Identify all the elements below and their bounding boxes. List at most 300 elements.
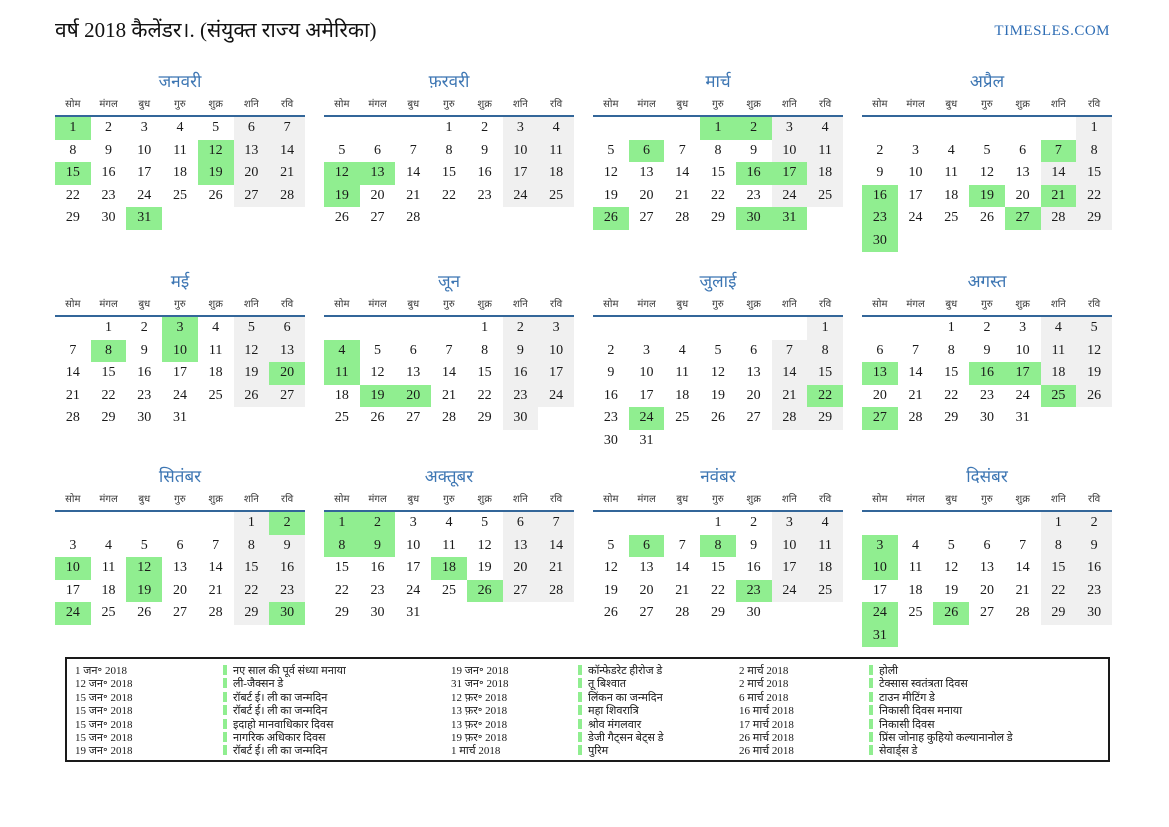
day-cell: 3 (772, 511, 808, 535)
weekday-header: रवि (538, 96, 574, 116)
day-cell: 7 (1019, 537, 1027, 553)
day-cell: 14 (441, 365, 456, 381)
day-cell: 16 (137, 365, 152, 381)
legend-holiday-name: प्रिंस जोनाह कुहियो कल्यानानोल डे (879, 731, 1013, 744)
legend-holiday-name: रॉबर्ट ई। ली का जन्मदिन (233, 705, 328, 718)
day-cell: 21 (538, 557, 574, 580)
day-cell: 20 (503, 557, 539, 580)
day-cell: 14 (1015, 560, 1030, 576)
day-cell: 30 (979, 410, 994, 426)
empty-cell (395, 116, 431, 140)
weekday-header: शनि (772, 296, 808, 316)
weekday-header: गुरु (162, 296, 198, 316)
weekday-header: रवि (538, 491, 574, 511)
month-title: अप्रैल (969, 72, 1005, 91)
day-cell: 24 (772, 580, 808, 603)
weekday-header: शनि (503, 491, 539, 511)
month-grid (593, 96, 843, 230)
day-cell: 1 (234, 511, 270, 535)
day-cell: 1 (324, 511, 360, 535)
day-cell: 5 (374, 342, 382, 358)
legend-dates-column-1 (75, 665, 132, 759)
weekday-header: शुक्र (467, 96, 503, 116)
empty-cell (538, 602, 574, 625)
empty-cell (898, 116, 934, 140)
empty-cell (234, 207, 270, 230)
day-cell: 28 (772, 407, 808, 430)
day-cell: 12 (1076, 340, 1112, 363)
day-cell: 12 (603, 560, 618, 576)
month-grid (862, 296, 1112, 430)
legend-date: 19 जन॰ 2018 (451, 665, 509, 677)
legend-item (869, 705, 1013, 718)
legend-date: 1 जन॰ 2018 (75, 665, 127, 677)
legend-item (223, 705, 346, 718)
day-cell: 10 (137, 142, 152, 158)
day-cell: 3 (503, 116, 539, 140)
day-cell: 4 (324, 340, 360, 363)
months-grid (55, 70, 1112, 665)
day-cell: 16 (603, 387, 618, 403)
empty-cell (360, 316, 396, 340)
day-cell: 8 (324, 535, 360, 558)
legend-item (578, 745, 664, 758)
day-cell: 1 (714, 515, 722, 531)
month-grid (862, 491, 1112, 647)
day-cell: 31 (1015, 410, 1030, 426)
legend-names-column-3 (869, 665, 1013, 759)
month-4 (862, 70, 1112, 270)
empty-cell (503, 207, 539, 230)
day-cell: 20 (395, 385, 431, 408)
day-cell: 20 (639, 187, 654, 203)
legend-names-column-2 (578, 665, 664, 759)
day-cell: 11 (173, 142, 187, 158)
legend-holiday-name: ली-जैक्सन डे (233, 678, 284, 691)
legend-holiday-name: तू बिश्वात (588, 678, 627, 691)
day-cell: 22 (334, 582, 349, 598)
day-cell: 9 (750, 537, 758, 553)
weekday-header: मंगल (898, 96, 934, 116)
day-cell: 9 (360, 535, 396, 558)
day-cell: 11 (538, 140, 574, 163)
legend-holiday-name: रॉबर्ट ई। ली का जन्मदिन (233, 745, 328, 758)
empty-cell (898, 316, 934, 340)
weekday-header: रवि (269, 96, 305, 116)
timesles-logo[interactable]: TIMESLES.COM (994, 23, 1110, 39)
empty-cell (162, 207, 198, 230)
day-cell: 4 (947, 142, 955, 158)
legend-item (869, 719, 1013, 732)
weekday-header: गुरु (162, 491, 198, 511)
weekday-header: गुरु (700, 296, 736, 316)
empty-cell (55, 316, 91, 340)
weekday-header: रवि (807, 491, 843, 511)
empty-cell (807, 602, 843, 625)
day-cell: 19 (603, 187, 618, 203)
empty-cell (862, 511, 898, 535)
weekday-header: शुक्र (467, 491, 503, 511)
day-cell: 18 (334, 387, 349, 403)
month-title: जनवरी (158, 72, 202, 91)
weekday-header: मंगल (629, 491, 665, 511)
day-cell: 17 (908, 187, 923, 203)
day-cell: 14 (538, 535, 574, 558)
holiday-marker-icon (223, 678, 227, 688)
weekday-header: रवि (269, 491, 305, 511)
weekday-header: शनि (234, 491, 270, 511)
day-cell: 13 (234, 140, 270, 163)
day-cell: 15 (101, 365, 116, 381)
day-cell: 7 (678, 537, 686, 553)
holiday-marker-icon (223, 705, 227, 715)
holiday-marker-icon (869, 692, 873, 702)
day-cell: 17 (639, 387, 654, 403)
weekday-header: सोम (324, 96, 360, 116)
holiday-legend (65, 657, 1110, 762)
weekday-header: सोम (324, 491, 360, 511)
day-cell: 21 (208, 582, 223, 598)
day-cell: 31 (862, 625, 898, 648)
day-cell: 22 (234, 580, 270, 603)
day-cell: 17 (406, 560, 421, 576)
day-cell: 25 (675, 410, 690, 426)
day-cell: 27 (406, 410, 421, 426)
day-cell: 18 (807, 162, 843, 185)
day-cell: 17 (872, 582, 887, 598)
day-cell: 24 (772, 185, 808, 208)
weekday-header: बुध (126, 296, 162, 316)
day-cell: 25 (807, 185, 843, 208)
day-cell: 21 (65, 387, 80, 403)
weekday-header: मंगल (360, 491, 396, 511)
month-11 (593, 465, 843, 665)
day-cell: 2 (607, 342, 615, 358)
day-cell: 26 (603, 605, 618, 621)
weekday-header: शनि (772, 96, 808, 116)
empty-cell (629, 116, 665, 140)
holiday-marker-icon (578, 732, 582, 742)
day-cell: 21 (269, 162, 305, 185)
day-cell: 9 (607, 365, 615, 381)
legend-date: 15 जन॰ 2018 (75, 705, 133, 718)
day-cell: 27 (269, 385, 305, 408)
day-cell: 7 (445, 342, 453, 358)
day-cell: 25 (1041, 385, 1077, 408)
empty-cell (269, 407, 305, 430)
legend-date: 13 फ़र॰ 2018 (451, 705, 508, 718)
day-cell: 4 (445, 515, 453, 531)
legend-holiday-name: पुरिम (588, 745, 609, 758)
month-12 (862, 465, 1112, 665)
day-cell: 4 (678, 342, 686, 358)
day-cell: 18 (1041, 362, 1077, 385)
day-cell: 20 (979, 582, 994, 598)
legend-date: 1 मार्च 2018 (451, 745, 501, 758)
day-cell: 31 (406, 605, 421, 621)
day-cell: 2 (105, 120, 113, 136)
empty-cell (969, 230, 1005, 253)
legend-date: 2 मार्च 2018 (739, 665, 789, 677)
day-cell: 1 (105, 320, 113, 336)
weekday-header: गुरु (700, 96, 736, 116)
day-cell: 29 (234, 602, 270, 625)
day-cell: 9 (983, 342, 991, 358)
day-cell: 28 (908, 410, 923, 426)
empty-cell (467, 602, 503, 625)
empty-cell (162, 511, 198, 535)
day-cell: 13 (639, 165, 654, 181)
legend-item (869, 665, 1013, 678)
empty-cell (431, 602, 467, 625)
day-cell: 11 (101, 560, 116, 576)
day-cell: 24 (908, 210, 923, 226)
day-cell: 4 (176, 120, 184, 136)
empty-cell (395, 316, 431, 340)
month-title: फ़रवरी (428, 72, 470, 91)
day-cell: 15 (477, 365, 492, 381)
weekday-header: बुध (933, 491, 969, 511)
day-cell: 15 (55, 162, 91, 185)
legend-item (223, 719, 346, 732)
day-cell: 6 (983, 537, 991, 553)
day-cell: 6 (1019, 142, 1027, 158)
day-cell: 16 (269, 557, 305, 580)
day-cell: 14 (772, 362, 808, 385)
day-cell: 1 (445, 120, 453, 136)
day-cell: 20 (639, 582, 654, 598)
weekday-header: बुध (933, 96, 969, 116)
weekday-header: गुरु (700, 491, 736, 511)
day-cell: 20 (269, 362, 305, 385)
weekday-header: मंगल (898, 491, 934, 511)
legend-date: 19 जन॰ 2018 (75, 745, 133, 758)
day-cell: 9 (105, 142, 113, 158)
day-cell: 3 (409, 515, 417, 531)
day-cell: 21 (406, 187, 421, 203)
day-cell: 20 (172, 582, 187, 598)
day-cell: 25 (208, 387, 223, 403)
day-cell: 10 (639, 365, 654, 381)
day-cell: 6 (750, 342, 758, 358)
day-cell: 26 (467, 580, 503, 603)
day-cell: 20 (234, 162, 270, 185)
weekday-header: सोम (593, 96, 629, 116)
weekday-header: गुरु (162, 96, 198, 116)
legend-holiday-name: निकासी दिवस मनाया (879, 705, 963, 718)
day-cell: 17 (772, 162, 808, 185)
month-title: मार्च (705, 72, 731, 91)
day-cell: 5 (983, 142, 991, 158)
day-cell: 8 (481, 342, 489, 358)
day-cell: 24 (137, 187, 152, 203)
day-cell: 7 (1041, 140, 1077, 163)
day-cell: 13 (269, 340, 305, 363)
weekday-header: सोम (55, 491, 91, 511)
day-cell: 10 (162, 340, 198, 363)
weekday-header: बुध (395, 96, 431, 116)
empty-cell (933, 511, 969, 535)
empty-cell (664, 430, 700, 453)
day-cell: 27 (862, 407, 898, 430)
day-cell: 10 (406, 537, 421, 553)
legend-names-column-1 (223, 665, 346, 759)
weekday-header: शुक्र (1005, 96, 1041, 116)
day-cell: 30 (746, 605, 761, 621)
day-cell: 3 (140, 120, 148, 136)
weekday-header: शुक्र (1005, 491, 1041, 511)
day-cell: 10 (503, 140, 539, 163)
day-cell: 8 (947, 342, 955, 358)
day-cell: 10 (862, 557, 898, 580)
holiday-marker-icon (578, 692, 582, 702)
legend-item (223, 732, 346, 745)
day-cell: 22 (1076, 185, 1112, 208)
legend-item (578, 692, 664, 705)
holiday-marker-icon (869, 678, 873, 688)
weekday-header: बुध (395, 296, 431, 316)
day-cell: 4 (212, 320, 220, 336)
day-cell: 17 (137, 165, 152, 181)
empty-cell (324, 116, 360, 140)
day-cell: 15 (334, 560, 349, 576)
day-cell: 25 (101, 605, 116, 621)
day-cell: 2 (736, 116, 772, 140)
weekday-header: शुक्र (198, 96, 234, 116)
day-cell: 15 (710, 560, 725, 576)
day-cell: 23 (603, 410, 618, 426)
day-cell: 30 (1076, 602, 1112, 625)
day-cell: 28 (65, 410, 80, 426)
day-cell: 30 (137, 410, 152, 426)
weekday-header: सोम (862, 96, 898, 116)
day-cell: 29 (334, 605, 349, 621)
weekday-header: मंगल (629, 96, 665, 116)
weekday-header: मंगल (898, 296, 934, 316)
day-cell: 15 (710, 165, 725, 181)
month-grid (324, 491, 574, 625)
day-cell: 16 (736, 162, 772, 185)
holiday-marker-icon (578, 665, 582, 675)
day-cell: 12 (710, 365, 725, 381)
day-cell: 11 (1041, 340, 1077, 363)
day-cell: 28 (538, 580, 574, 603)
day-cell: 30 (736, 207, 772, 230)
month-grid (862, 96, 1112, 252)
weekday-header: मंगल (629, 296, 665, 316)
legend-item (578, 719, 664, 732)
weekday-header: शुक्र (736, 296, 772, 316)
day-cell: 26 (137, 605, 152, 621)
weekday-header: शुक्र (467, 296, 503, 316)
month-title: सितंबर (158, 467, 202, 486)
day-cell: 23 (370, 582, 385, 598)
day-cell: 9 (140, 342, 148, 358)
day-cell: 20 (746, 387, 761, 403)
day-cell: 22 (710, 187, 725, 203)
empty-cell (700, 430, 736, 453)
day-cell: 17 (503, 162, 539, 185)
holiday-marker-icon (869, 732, 873, 742)
day-cell: 12 (370, 365, 385, 381)
day-cell: 28 (675, 210, 690, 226)
weekday-header: शुक्र (198, 491, 234, 511)
holiday-marker-icon (223, 745, 227, 755)
day-cell: 16 (370, 560, 385, 576)
empty-cell (772, 316, 808, 340)
month-6 (324, 270, 574, 465)
empty-cell (1076, 230, 1112, 253)
day-cell: 16 (746, 560, 761, 576)
weekday-header: रवि (807, 296, 843, 316)
month-grid (324, 296, 574, 430)
weekday-header: बुध (126, 491, 162, 511)
day-cell: 25 (538, 185, 574, 208)
month-title: मई (170, 272, 190, 291)
day-cell: 3 (862, 535, 898, 558)
day-cell: 21 (441, 387, 456, 403)
month-3 (593, 70, 843, 270)
day-cell: 8 (234, 535, 270, 558)
day-cell: 26 (208, 187, 223, 203)
day-cell: 28 (675, 605, 690, 621)
day-cell: 24 (503, 185, 539, 208)
day-cell: 23 (269, 580, 305, 603)
day-cell: 30 (862, 230, 898, 253)
day-cell: 29 (1041, 602, 1077, 625)
legend-date: 15 जन॰ 2018 (75, 691, 133, 704)
legend-date: 12 फ़र॰ 2018 (451, 691, 508, 704)
month-title: दिसंबर (966, 467, 1008, 486)
weekday-header: मंगल (91, 296, 127, 316)
day-cell: 11 (324, 362, 360, 385)
day-cell: 28 (208, 605, 223, 621)
holiday-marker-icon (578, 678, 582, 688)
day-cell: 5 (947, 537, 955, 553)
day-cell: 19 (198, 162, 234, 185)
legend-holiday-name: इदाहो मानवाधिकार दिवस (233, 718, 334, 731)
empty-cell (91, 511, 127, 535)
month-5 (55, 270, 305, 465)
day-cell: 6 (269, 316, 305, 340)
day-cell: 18 (431, 557, 467, 580)
legend-holiday-name: नए साल की पूर्व संध्या मनाया (233, 665, 346, 677)
legend-item (223, 745, 346, 758)
day-cell: 18 (101, 582, 116, 598)
empty-cell (664, 316, 700, 340)
day-cell: 19 (126, 580, 162, 603)
day-cell: 18 (172, 165, 187, 181)
day-cell: 14 (675, 560, 690, 576)
day-cell: 2 (983, 320, 991, 336)
day-cell: 19 (324, 185, 360, 208)
day-cell: 26 (370, 410, 385, 426)
day-cell: 2 (503, 316, 539, 340)
weekday-header: मंगल (360, 296, 396, 316)
day-cell: 22 (1041, 580, 1077, 603)
day-cell: 26 (710, 410, 725, 426)
weekday-header: शनि (234, 96, 270, 116)
day-cell: 24 (538, 385, 574, 408)
day-cell: 8 (445, 142, 453, 158)
legend-holiday-name: निकासी दिवस (879, 718, 935, 731)
month-title: अक्तूबर (424, 467, 474, 486)
legend-item (869, 692, 1013, 705)
empty-cell (736, 430, 772, 453)
legend-holiday-name: नागरिक अधिकार दिवस (233, 731, 326, 744)
empty-cell (736, 316, 772, 340)
empty-cell (324, 316, 360, 340)
